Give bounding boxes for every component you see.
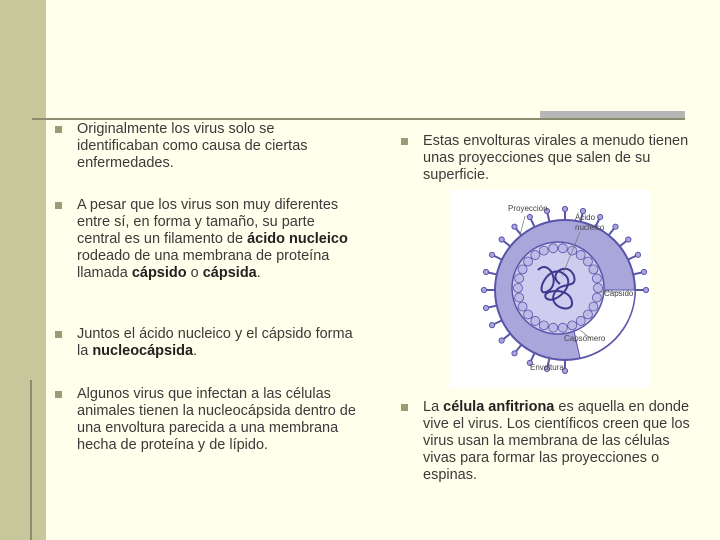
label-proyeccion: Proyección [508,204,548,213]
label-envoltura: Envoltura [530,363,564,372]
capsomere [518,265,527,274]
term-capsida: cápsida [202,265,257,281]
label-capsido: Cápsido [604,289,634,298]
bullet-square-icon [55,202,62,209]
capsomere [531,316,540,325]
capsomere [539,246,548,255]
spike-knob [527,214,532,219]
capsomere [592,293,601,302]
capsomere [515,274,524,283]
spike-knob [562,206,567,211]
left-vertical-line [30,380,32,540]
capsomere [589,265,598,274]
bullet-text: Estas envolturas virales a menudo tienen unas proyecciones que salen de su superficie. [423,133,689,183]
capsomere [549,244,558,253]
spike-knob [512,351,517,356]
capsomere [524,257,533,266]
bullet-square-icon [401,138,408,145]
spike-knob [598,214,603,219]
capsomere [514,284,523,293]
spike-knob [613,224,618,229]
spike-knob [481,287,486,292]
bullet-proyecciones [423,133,703,184]
spike-knob [489,252,494,257]
bullet-square-icon [55,391,62,398]
term-acido-nucleico: ácido nucleico [247,231,348,247]
term-capsido: cápsido [131,265,187,281]
term-celula-anfitriona: célula anfitriona [443,399,555,415]
capsomere [583,257,592,266]
capsomere [539,321,548,330]
capsomere [583,310,592,319]
spike-knob [641,269,646,274]
virus-diagram-svg [450,190,650,388]
capsomere [515,293,524,302]
capsomere [558,244,567,253]
spike-knob [483,305,488,310]
term-nucleocapsida: nucleocápsida [92,343,194,359]
capsomere [518,302,527,311]
label-acido-2: nucleico [575,223,605,232]
spike-knob [512,224,517,229]
bullet-nucleocapsida [77,326,357,360]
spike-knob [626,237,631,242]
capsomere [576,316,585,325]
bullet-square-icon [55,126,62,133]
bullet-square-icon [55,331,62,338]
capsomere [589,302,598,311]
spike-knob [489,323,494,328]
bullet-virus-origin [77,121,357,172]
capsomere [594,284,603,293]
left-accent-bar [0,0,46,540]
bullet-square-icon [401,404,408,411]
capsomere [568,321,577,330]
spike-knob [483,269,488,274]
spike-knob [635,252,640,257]
label-capsomero: Capsómero [564,334,606,343]
spike-knob [499,338,504,343]
label-acido-1: Ácido [575,213,596,222]
capsomere [524,310,533,319]
spike-knob [499,237,504,242]
bullet-text: Originalmente los virus solo se identificaban como causa de ciertas enfermedades. [77,121,308,171]
bullet-text: Algunos virus que infectan a las células animales tienen la nucleocápsida dentro de una envoltura parecida a una membrana hecha de proteína y de lípido. [77,386,356,453]
bullet-celula-anfitriona [423,399,703,484]
spike-knob [643,287,648,292]
bullet-text: A pesar que los virus son muy diferentes entre sí, en forma y tamaño, su parte central es un filamento de ácido nucleico rodeado de una membrana de proteína llamada cápsido o cápsida. [77,197,348,281]
bullet-text: La célula anfitriona es aquella en donde vive el virus. Los científicos creen que los virus usan la membrana de las células vivas para formar las proyecciones o espinas. [423,399,690,483]
bullet-virus-structure [77,197,357,282]
bullet-text: Juntos el ácido nucleico y el cápsido forma la nucleocápsida. [77,326,353,359]
capsomere [592,274,601,283]
bullet-envoltura [77,386,357,454]
virus-diagram [450,190,650,388]
capsomere [531,251,540,260]
title-divider [32,118,685,120]
capsomere [576,251,585,260]
capsomere [558,323,567,332]
capsomere [549,323,558,332]
